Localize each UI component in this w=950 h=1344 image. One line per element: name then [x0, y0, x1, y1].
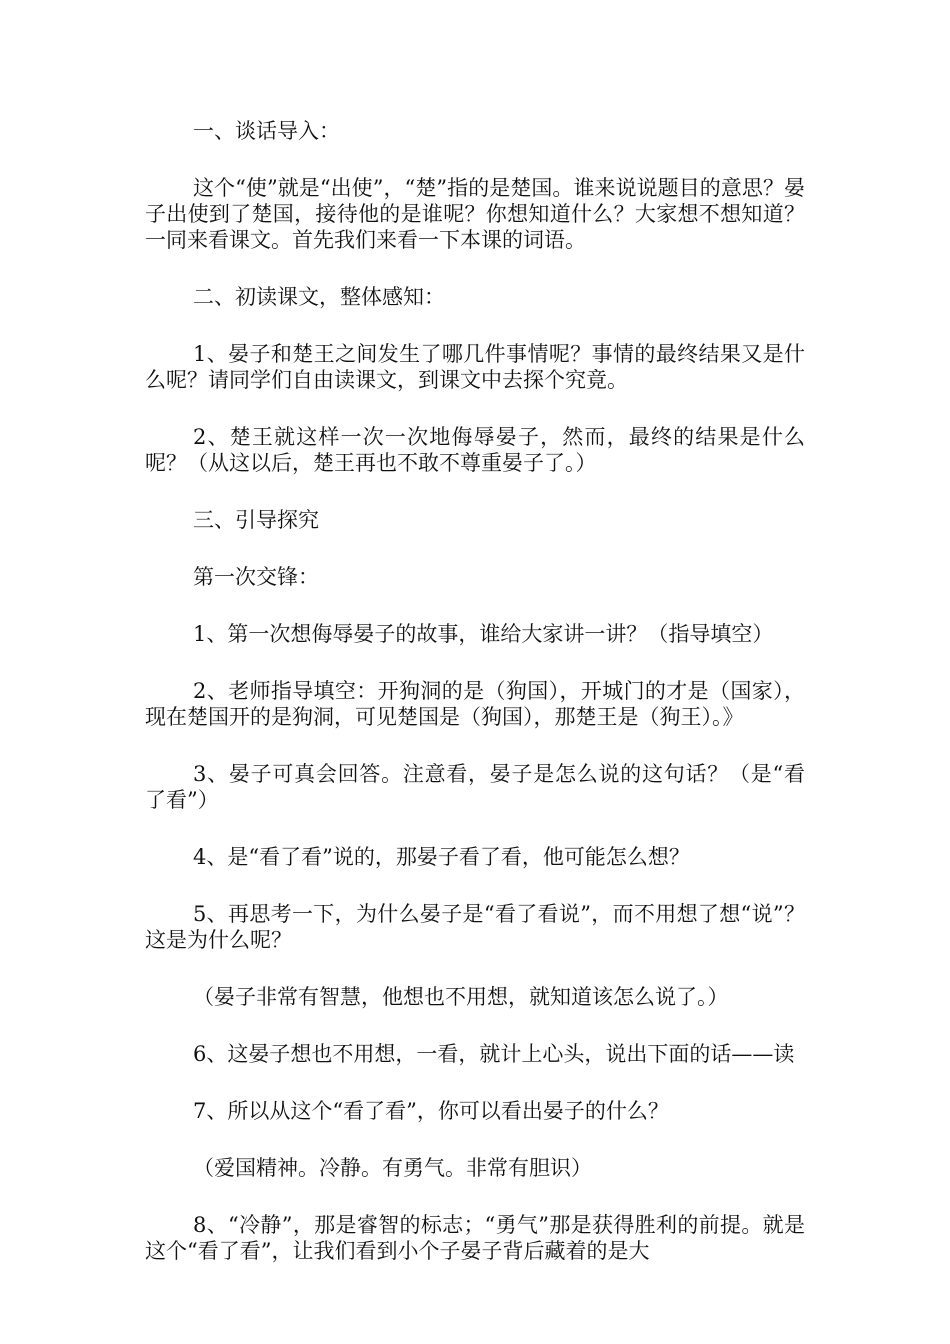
- paragraph-step-1: 1、第一次想侮辱晏子的故事，谁给大家讲一讲？（指导填空）: [193, 622, 774, 646]
- heading-intro: 一、谈话导入：: [193, 119, 340, 143]
- paragraph-step-4: 4、是“看了看”说的，那晏子看了看，他可能怎么想？: [193, 845, 690, 869]
- paragraph-step-5: 5、再思考一下，为什么晏子是“看了看说”，而不用想了想“说”？这是为什么呢？: [145, 902, 805, 952]
- heading-guided-inquiry: 三、引导探究: [193, 508, 319, 532]
- paragraph-answer-7: （爱国精神。冷静。有勇气。非常有胆识）: [193, 1156, 592, 1180]
- paragraph-step-7: 7、所以从这个“看了看”，你可以看出晏子的什么？: [193, 1099, 669, 1123]
- paragraph-reading-1: 1、晏子和楚王之间发生了哪几件事情呢？事情的最终结果又是什么呢？请同学们自由读课文，到课文中去探个究竟。: [145, 342, 805, 392]
- paragraph-step-8: 8、“冷静”，那是睿智的标志；“勇气”那是获得胜利的前提。就是这个“看了看”，让我们看到小个子晏子背后藏着的是大: [145, 1213, 805, 1263]
- paragraph-step-2: 2、老师指导填空：开狗洞的是（狗国），开城门的才是（国家），现在楚国开的是狗洞，可见楚国是（狗国），那楚王是（狗王）。》: [145, 679, 805, 729]
- paragraph-reading-2: 2、楚王就这样一次一次地侮辱晏子，然而，最终的结果是什么呢？（从这以后，楚王再也不敢不尊重晏子了。）: [145, 425, 805, 475]
- paragraph-answer-5: （晏子非常有智慧，他想也不用想，就知道该怎么说了。）: [193, 985, 729, 1009]
- paragraph-step-6: 6、这晏子想也不用想，一看，就计上心头，说出下面的话——读: [193, 1042, 795, 1066]
- document-body: [145, 118, 805, 1295]
- heading-first-reading: 二、初读课文，整体感知：: [193, 285, 445, 309]
- subheading-first-encounter: 第一次交锋：: [193, 565, 319, 589]
- paragraph-intro-text: 这个“使”就是“出使”，“楚”指的是楚国。谁来说说题目的意思？晏子出使到了楚国，接待他的是谁呢？你想知道什么？大家想不想知道？一同来看课文。首先我们来看一下本课的词语。: [145, 176, 805, 252]
- paragraph-step-3: 3、晏子可真会回答。注意看，晏子是怎么说的这句话？（是“看了看”）: [145, 762, 805, 812]
